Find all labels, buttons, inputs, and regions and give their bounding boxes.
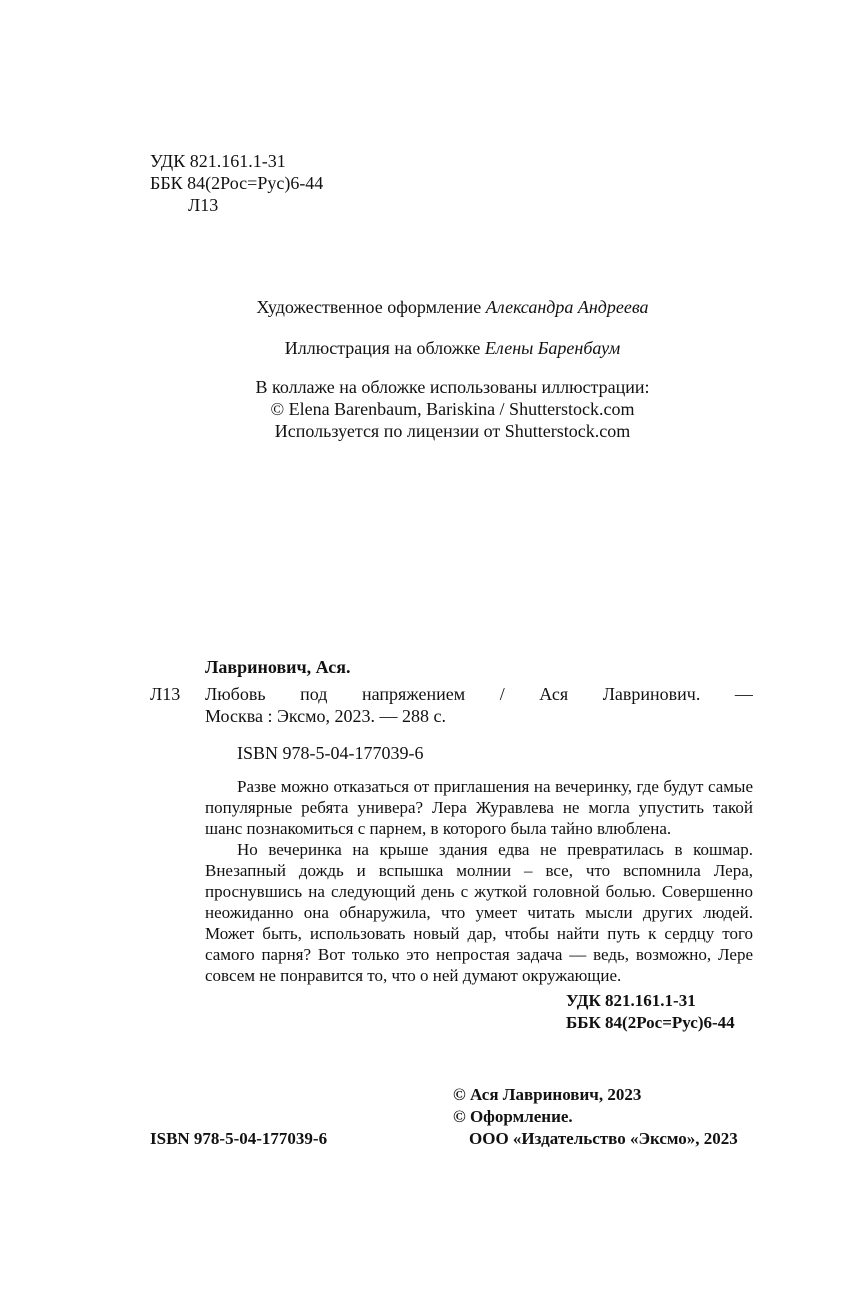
illustration-name: Елены Баренбаум [484, 338, 621, 358]
record-shelf-code: Л13 [150, 684, 181, 704]
art-design-label: Художественное оформление [256, 297, 482, 317]
classification-codes-bottom [566, 990, 735, 1034]
title-word: под [300, 684, 328, 704]
annotation-paragraph-1 [205, 776, 753, 839]
title-word: Ася [539, 684, 569, 704]
bbk-code: ББК 84(2Рос=Рус)6-44 [150, 173, 324, 193]
title-word: Любовь [205, 684, 266, 704]
copyright-publisher: ООО «Издательство «Эксмо», 2023 [469, 1129, 738, 1148]
title-line [205, 683, 753, 705]
collage-line-3: Используется по лицензии от Shutterstock.com [274, 421, 631, 441]
collage-line-2: © Elena Barenbaum, Bariskina / Shutterstock.com [270, 399, 635, 419]
title-word: напряжением [361, 684, 466, 704]
record-isbn: ISBN 978-5-04-177039-6 [237, 743, 424, 763]
imprint-line: Москва : Эксмо, 2023. — 288 с. [205, 706, 447, 726]
annotation-text-1: Разве можно отказаться от приглашения на вечеринку, где будут самые популярные ребята универа? Лера Журавлева не могла упустить такой шанс познакомиться с парнем, в которого была тайно влюблена. [205, 777, 753, 838]
collage-line-1: В коллаже на обложке использованы иллюстрации: [255, 377, 650, 397]
title-word: — [734, 684, 753, 704]
bottom-udk-code: УДК 821.161.1-31 [566, 991, 696, 1010]
art-design-name: Александра Андреева [485, 297, 649, 317]
bottom-isbn: ISBN 978-5-04-177039-6 [150, 1129, 328, 1148]
bottom-bbk-code: ББК 84(2Рос=Рус)6-44 [566, 1013, 735, 1032]
illustration-credit [205, 337, 700, 359]
copyright-block [453, 1084, 738, 1150]
title-word: Лавринович. [602, 684, 701, 704]
credits-block [205, 296, 700, 442]
copyright-design: © Оформление. [453, 1107, 573, 1126]
art-design-credit [205, 296, 700, 318]
classification-codes-top [150, 150, 323, 216]
copyright-author: © Ася Лавринович, 2023 [453, 1085, 642, 1104]
udk-code: УДК 821.161.1-31 [150, 151, 286, 171]
title-word: / [499, 684, 505, 704]
shelf-code: Л13 [188, 195, 219, 215]
annotation-paragraph-2 [205, 839, 753, 986]
author-heading: Лавринович, Ася. [205, 657, 351, 677]
title-block [205, 683, 753, 727]
annotation [205, 776, 753, 986]
annotation-text-2: Но вечеринка на крыше здания едва не превратилась в кошмар. Внезапный дождь и вспышка молнии – все, что вспомнила Лера, проснувшись на следующий день с жуткой головной болью. Совершенно неожиданно она обнаружила, что умеет читать мысли других людей. Может быть, использовать новый дар, чтобы найти путь к сердцу того самого парня? Вот только это непростая задача — ведь, возможно, Лере совсем не понравится то, что о ней думают окружающие. [205, 840, 753, 985]
illustration-label: Иллюстрация на обложке [284, 338, 481, 358]
